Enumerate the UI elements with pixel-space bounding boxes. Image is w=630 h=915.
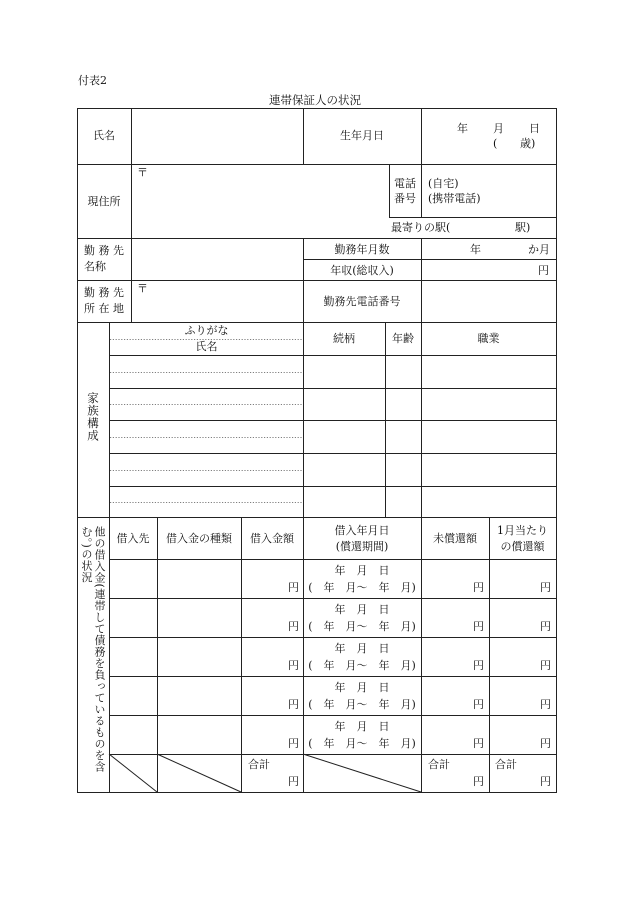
years-unit-month: か月	[528, 243, 550, 256]
phone-label-2: 番号	[394, 192, 416, 205]
form-title: 連帯保証人の状況	[269, 93, 361, 107]
address-field[interactable]	[132, 165, 389, 238]
monthly-yen: 円	[540, 581, 551, 594]
outstanding-yen: 円	[473, 620, 484, 633]
workplace-postal-mark: 〒	[137, 282, 148, 295]
monthly-yen: 円	[540, 698, 551, 711]
age-open: (	[493, 137, 498, 150]
income-unit: 円	[538, 264, 549, 277]
monthly-yen: 円	[540, 737, 551, 750]
monthly-total-yen: 円	[540, 775, 551, 788]
employer-label-2: 名称	[84, 260, 106, 273]
dob-field[interactable]	[422, 109, 556, 164]
workplace-phone-field[interactable]	[422, 281, 556, 322]
name-label: 氏名	[93, 129, 115, 142]
employer-label-1: 勤 務 先	[84, 244, 124, 257]
outstanding-yen: 円	[473, 659, 484, 672]
amount-yen: 円	[288, 659, 299, 672]
relation-header: 続柄	[333, 332, 355, 345]
loan-date: 年 月 日	[334, 603, 390, 616]
dob-day-unit: 日	[529, 122, 540, 135]
monthly-header-2: の償還額	[500, 540, 545, 553]
amount-yen: 円	[288, 581, 299, 594]
station-unit: 駅)	[515, 221, 531, 234]
family-section-label: 家族構成	[86, 392, 100, 442]
outstanding-yen: 円	[473, 581, 484, 594]
loan-date: 年 月 日	[334, 720, 390, 733]
furigana-header: ふりがな	[184, 324, 229, 337]
loan-date: 年 月 日	[334, 564, 390, 577]
workplace-address-field[interactable]	[132, 281, 303, 322]
outstanding-yen: 円	[473, 737, 484, 750]
phone-home-label: (自宅)	[428, 177, 459, 190]
address-label: 現住所	[87, 195, 121, 208]
loan-type-header: 借入金の種類	[166, 532, 232, 545]
phone-mobile-label: (携帯電話)	[428, 192, 481, 205]
loan-period: ( 年 月〜 年 月)	[308, 698, 416, 711]
monthly-total-label: 合計	[495, 758, 517, 771]
period-header-2: (償還期間)	[335, 540, 389, 553]
occupation-header: 職業	[477, 332, 500, 345]
loans-section-label: 他の借入金(連帯して債務を負っているものを含む。)の状況	[80, 526, 106, 773]
dob-year-unit: 年	[457, 122, 468, 135]
amount-yen: 円	[288, 698, 299, 711]
dob-month-unit: 月	[493, 122, 504, 135]
monthly-header-1: 1月当たり	[497, 524, 548, 537]
employer-name-field[interactable]	[132, 239, 303, 280]
years-unit-year: 年	[470, 243, 481, 256]
amount-yen: 円	[288, 737, 299, 750]
age-unit: 歳)	[520, 137, 536, 150]
outstanding-total-yen: 円	[473, 775, 484, 788]
name-field[interactable]	[132, 109, 303, 164]
phone-field[interactable]	[422, 165, 556, 217]
outstanding-yen: 円	[473, 698, 484, 711]
amount-yen: 円	[288, 620, 299, 633]
attachment-label: 付表2	[78, 74, 107, 87]
loan-period: ( 年 月〜 年 月)	[308, 737, 416, 750]
workplace-address-label-1: 勤 務 先	[84, 286, 124, 299]
workplace-address-label-2: 所 在 地	[84, 302, 124, 315]
amount-total-yen: 円	[288, 775, 299, 788]
family-name-header: 氏名	[195, 340, 218, 353]
phone-label-1: 電話	[394, 177, 416, 190]
lender-header: 借入先	[116, 532, 150, 545]
monthly-yen: 円	[540, 620, 551, 633]
income-label: 年収(総収入)	[330, 264, 394, 277]
loan-period: ( 年 月〜 年 月)	[308, 581, 416, 594]
period-header-1: 借入年月日	[334, 524, 390, 537]
station-label: 最寄りの駅(	[391, 221, 451, 234]
loan-period: ( 年 月〜 年 月)	[308, 659, 416, 672]
loan-period: ( 年 月〜 年 月)	[308, 620, 416, 633]
years-label: 勤務年月数	[334, 243, 390, 256]
loan-date: 年 月 日	[334, 642, 390, 655]
loan-date: 年 月 日	[334, 681, 390, 694]
postal-mark: 〒	[137, 166, 148, 179]
outstanding-header: 未償還額	[433, 532, 477, 545]
dob-label: 生年月日	[340, 129, 384, 142]
amount-total-label: 合計	[248, 758, 270, 771]
age-header: 年齢	[392, 332, 414, 345]
workplace-phone-label: 勤務先電話番号	[323, 295, 401, 308]
monthly-yen: 円	[540, 659, 551, 672]
outstanding-total-label: 合計	[428, 758, 450, 771]
amount-header: 借入金額	[250, 532, 294, 545]
